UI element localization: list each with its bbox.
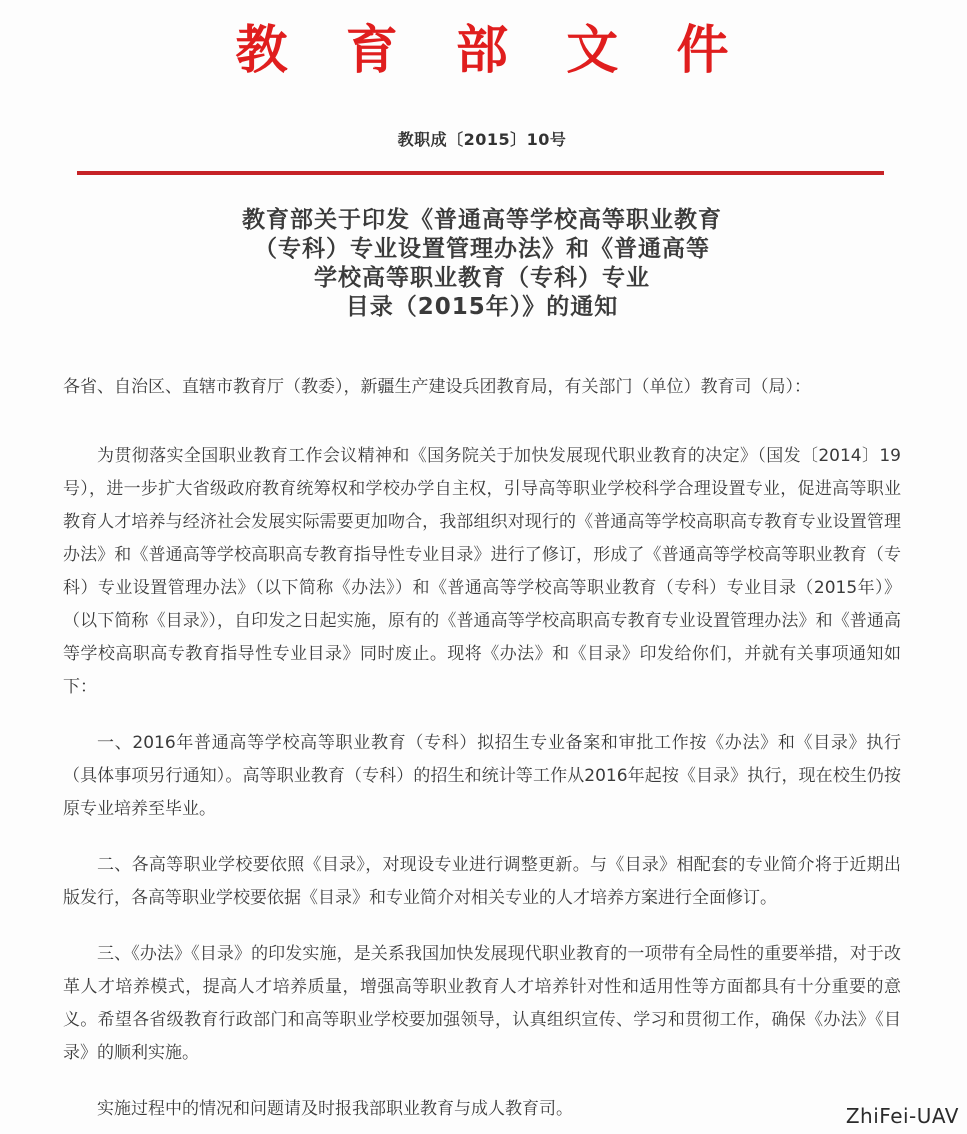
notice-title-line-2: （专科）专业设置管理办法》和《普通高等 xyxy=(254,236,710,262)
document-body xyxy=(63,371,901,1126)
notice-title xyxy=(63,206,901,322)
notice-title-line-1: 教育部关于印发《普通高等学校高等职业教育 xyxy=(242,207,722,233)
paragraph-closing: 实施过程中的情况和问题请及时报我部职业教育与成人教育司。 xyxy=(97,1099,573,1119)
agency-header-title: 教育部文件 xyxy=(235,20,787,81)
notice-title-line-4: 目录（2015年）》的通知 xyxy=(345,294,619,320)
document-number: 教职成〔2015〕10号 xyxy=(397,130,567,149)
paragraph-intro: 为贯彻落实全国职业教育工作会议精神和《国务院关于加快发展现代职业教育的决定》（国发〔2014〕19号），进一步扩大省级政府教育统筹权和学校办学自主权，引导高等职业学校科学合理设置专业，促进高等职业教育人才培养与经济社会发展实际需要更加吻合，我部组织对现行的《普通高等学校高职高专教育专业设置管理办法》和《普通高等学校高职高专教育指导性专业目录》进行了修订，形成了《普通高等学校高等职业教育（专科）专业设置管理办法》（以下简称《办法》）和《普通高等学校高等职业教育（专科）专业目录（2015年）》（以下简称《目录》），自印发之日起实施，原有的《普通高等学校高职高专教育专业设置管理办法》和《普通高等学校高职高专教育指导性专业目录》同时废止。现将《办法》和《目录》印发给你们，并就有关事项通知如下： xyxy=(63,446,901,697)
paragraph-item-2: 二、各高等职业学校要依照《目录》，对现设专业进行调整更新。与《目录》相配套的专业简介将于近期出版发行，各高等职业学校要依据《目录》和专业简介对相关专业的人才培养方案进行全面修订。 xyxy=(63,855,901,908)
paragraph-item-1: 一、2016年普通高等学校高等职业教育（专科）拟招生专业备案和审批工作按《办法》和《目录》执行（具体事项另行通知）。高等职业教育（专科）的招生和统计等工作从2016年起按《目录》执行，现在校生仍按原专业培养至毕业。 xyxy=(63,733,901,819)
watermark-label: ZhiFei-UAV xyxy=(845,1104,959,1128)
notice-title-line-3: 学校高等职业教育（专科）专业 xyxy=(314,265,650,291)
salutation-line: 各省、自治区、直辖市教育厅（教委），新疆生产建设兵团教育局，有关部门（单位）教育司（局）： xyxy=(63,377,811,397)
red-divider-rule xyxy=(77,171,884,175)
paragraph-item-3: 三、《办法》《目录》的印发实施，是关系我国加快发展现代职业教育的一项带有全局性的重要举措，对于改革人才培养模式，提高人才培养质量，增强高等职业教育人才培养针对性和适用性等方面都具有十分重要的意义。希望各省级教育行政部门和高等职业学校要加强领导，认真组织宣传、学习和贯彻工作，确保《办法》《目录》的顺利实施。 xyxy=(63,944,901,1063)
